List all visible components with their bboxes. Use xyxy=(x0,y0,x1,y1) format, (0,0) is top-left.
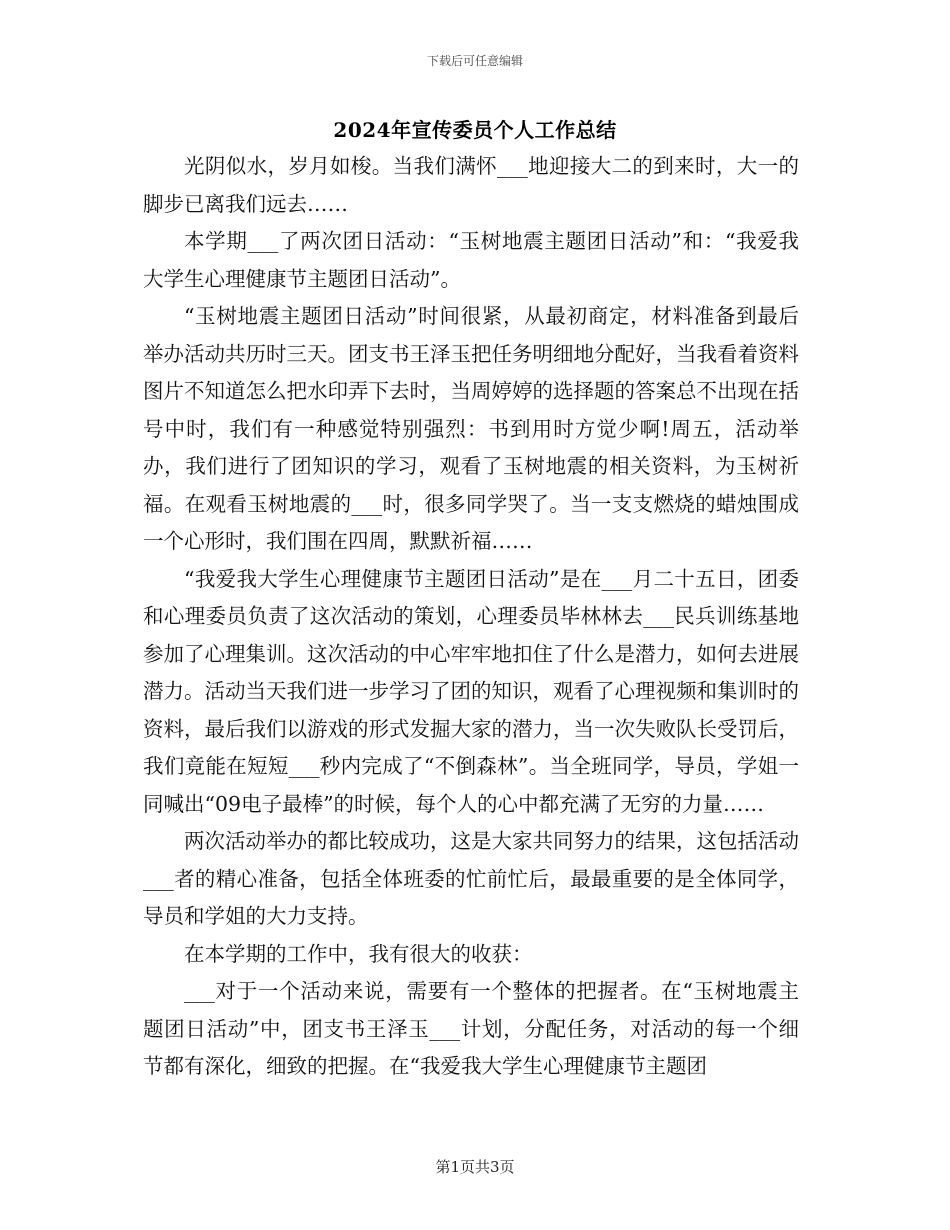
paragraph-success-summary: 两次活动举办的都比较成功，这是大家共同努力的结果，这包括活动___者的精心准备，包括全体班委的忙前忙后，最最重要的是全体同学，导员和学姐的大力支持。 xyxy=(143,829,799,928)
page-footer-pagination: 第1页共3页 xyxy=(435,1158,515,1176)
paragraph-mental-health-activity: “我爱我大学生心理健康节主题团日活动”是在___月二十五日，团委和心理委员负责了这次活动的策划，心理委员毕林林去___民兵训练基地参加了心理集训。这次活动的中心牢牢地扣住了什么是潜力，如何去进展潜力。活动当天我们进一步学习了团的知识，观看了心理视频和集训时的资料，最后我们以游戏的形式发掘大家的潜力，当一次失败队长受罚后，我们竟能在短短___秒内完成了“不倒森林”。当全班同学，导员，学姐一同喊出“09电子最棒”的时候，每个人的心中都充满了无穷的力量…… xyxy=(143,566,799,816)
paragraph-yushu-activity: “玉树地震主题团日活动”时间很紧，从最初商定，材料准备到最后举办活动共历时三天。团支书王泽玉把任务明细地分配好，当我看着资料图片不知道怎么把水印弄下去时，当周婷婷的选择题的答案总不出现在括号中时，我们有一种感觉特别强烈：书到用时方觉少啊!周五，活动举办，我们进行了团知识的学习，观看了玉树地震的相关资料，为玉树祈福。在观看玉树地震的___时，很多同学哭了。当一支支燃烧的蜡烛围成一个心形时，我们围在四周，默默祈福…… xyxy=(143,304,799,553)
paragraph-gains-intro: 在本学期的工作中，我有很大的收获： xyxy=(184,941,533,966)
paragraph-intro: 光阴似水，岁月如梭。当我们满怀___地迎接大二的到来时，大一的脚步已离我们远去…… xyxy=(143,154,799,216)
paragraph-activities-overview: 本学期___了两次团日活动：“玉树地震主题团日活动”和：“我爱我大学生心理健康节主题团日活动”。 xyxy=(143,229,799,291)
document-body xyxy=(143,148,799,1086)
paragraph-gains-detail: ___对于一个活动来说，需要有一个整体的把握者。在“玉树地震主题团日活动”中，团支书王泽玉___计划，分配任务，对活动的每一个细节都有深化，细致的把握。在“我爱我大学生心理健康节主题团 xyxy=(143,979,799,1078)
document-title: 2024年宣传委员个人工作总结 xyxy=(333,118,617,142)
page-header-note: 下载后可任意编辑 xyxy=(426,54,523,68)
